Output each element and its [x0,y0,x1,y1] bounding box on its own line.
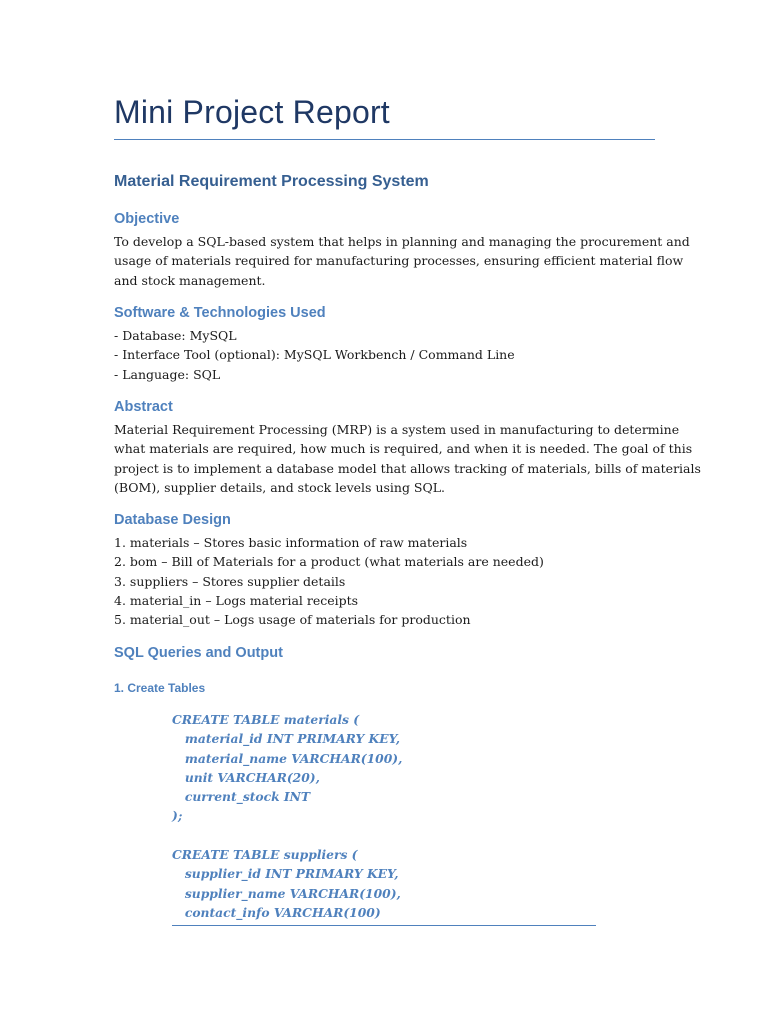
list-item: 5. material_out – Logs usage of materials for production [114,612,471,628]
create-tables-subheading: 1. Create Tables [114,681,206,695]
list-item: 2. bom – Bill of Materials for a product (what materials are needed) [114,554,544,570]
code-block-underline [172,925,596,926]
page-title: Mini Project Report [114,94,390,130]
paragraph-line: project is to implement a database model that allows tracking of materials, bills of materials [114,460,701,476]
objective-paragraph [114,232,690,290]
list-item: 4. material_in – Logs material receipts [114,592,359,608]
title-divider [114,139,655,140]
paragraph-line: (BOM), supplier details, and stock levels using SQL. [114,479,446,495]
abstract-paragraph [114,420,701,497]
code-line: CREATE TABLE materials ( [172,712,360,727]
code-line: unit VARCHAR(20), [172,769,320,785]
paragraph-line: To develop a SQL-based system that helps in planning and managing the procurement and [114,234,690,249]
code-block-suppliers [172,845,401,922]
paragraph-line: usage of materials required for manufacturing processes, ensuring efficient material flow [114,253,684,269]
paragraph-line: what materials are required, how much is required, and when it is needed. The goal of this [114,441,693,457]
sql-queries-heading: SQL Queries and Output [114,645,283,661]
code-line: material_name VARCHAR(100), [172,750,403,766]
list-item: - Language: SQL [114,366,221,382]
abstract-heading: Abstract [114,399,173,415]
software-list [114,326,659,384]
software-heading: Software & Technologies Used [114,305,326,321]
code-block-materials [172,710,402,826]
code-line: contact_info VARCHAR(100) [172,904,381,920]
code-line: material_id INT PRIMARY KEY, [172,731,401,747]
list-item: 1. materials – Stores basic information of raw materials [114,535,468,550]
objective-heading: Objective [114,211,180,227]
list-item: - Database: MySQL [114,328,237,343]
code-line: ); [172,808,183,824]
code-line: current_stock INT [172,789,311,805]
code-line: supplier_name VARCHAR(100), [172,885,401,901]
database-design-heading: Database Design [114,512,231,528]
code-line: CREATE TABLE suppliers ( [172,847,358,862]
paragraph-line: Material Requirement Processing (MRP) is a system used in manufacturing to determine [114,422,680,437]
database-design-list [114,533,659,629]
code-line: supplier_id INT PRIMARY KEY, [172,866,399,882]
list-item: 3. suppliers – Stores supplier details [114,573,346,589]
paragraph-line: and stock management. [114,272,266,288]
list-item: - Interface Tool (optional): MySQL Workbench / Command Line [114,347,515,363]
document-subtitle: Material Requirement Processing System [114,173,429,190]
